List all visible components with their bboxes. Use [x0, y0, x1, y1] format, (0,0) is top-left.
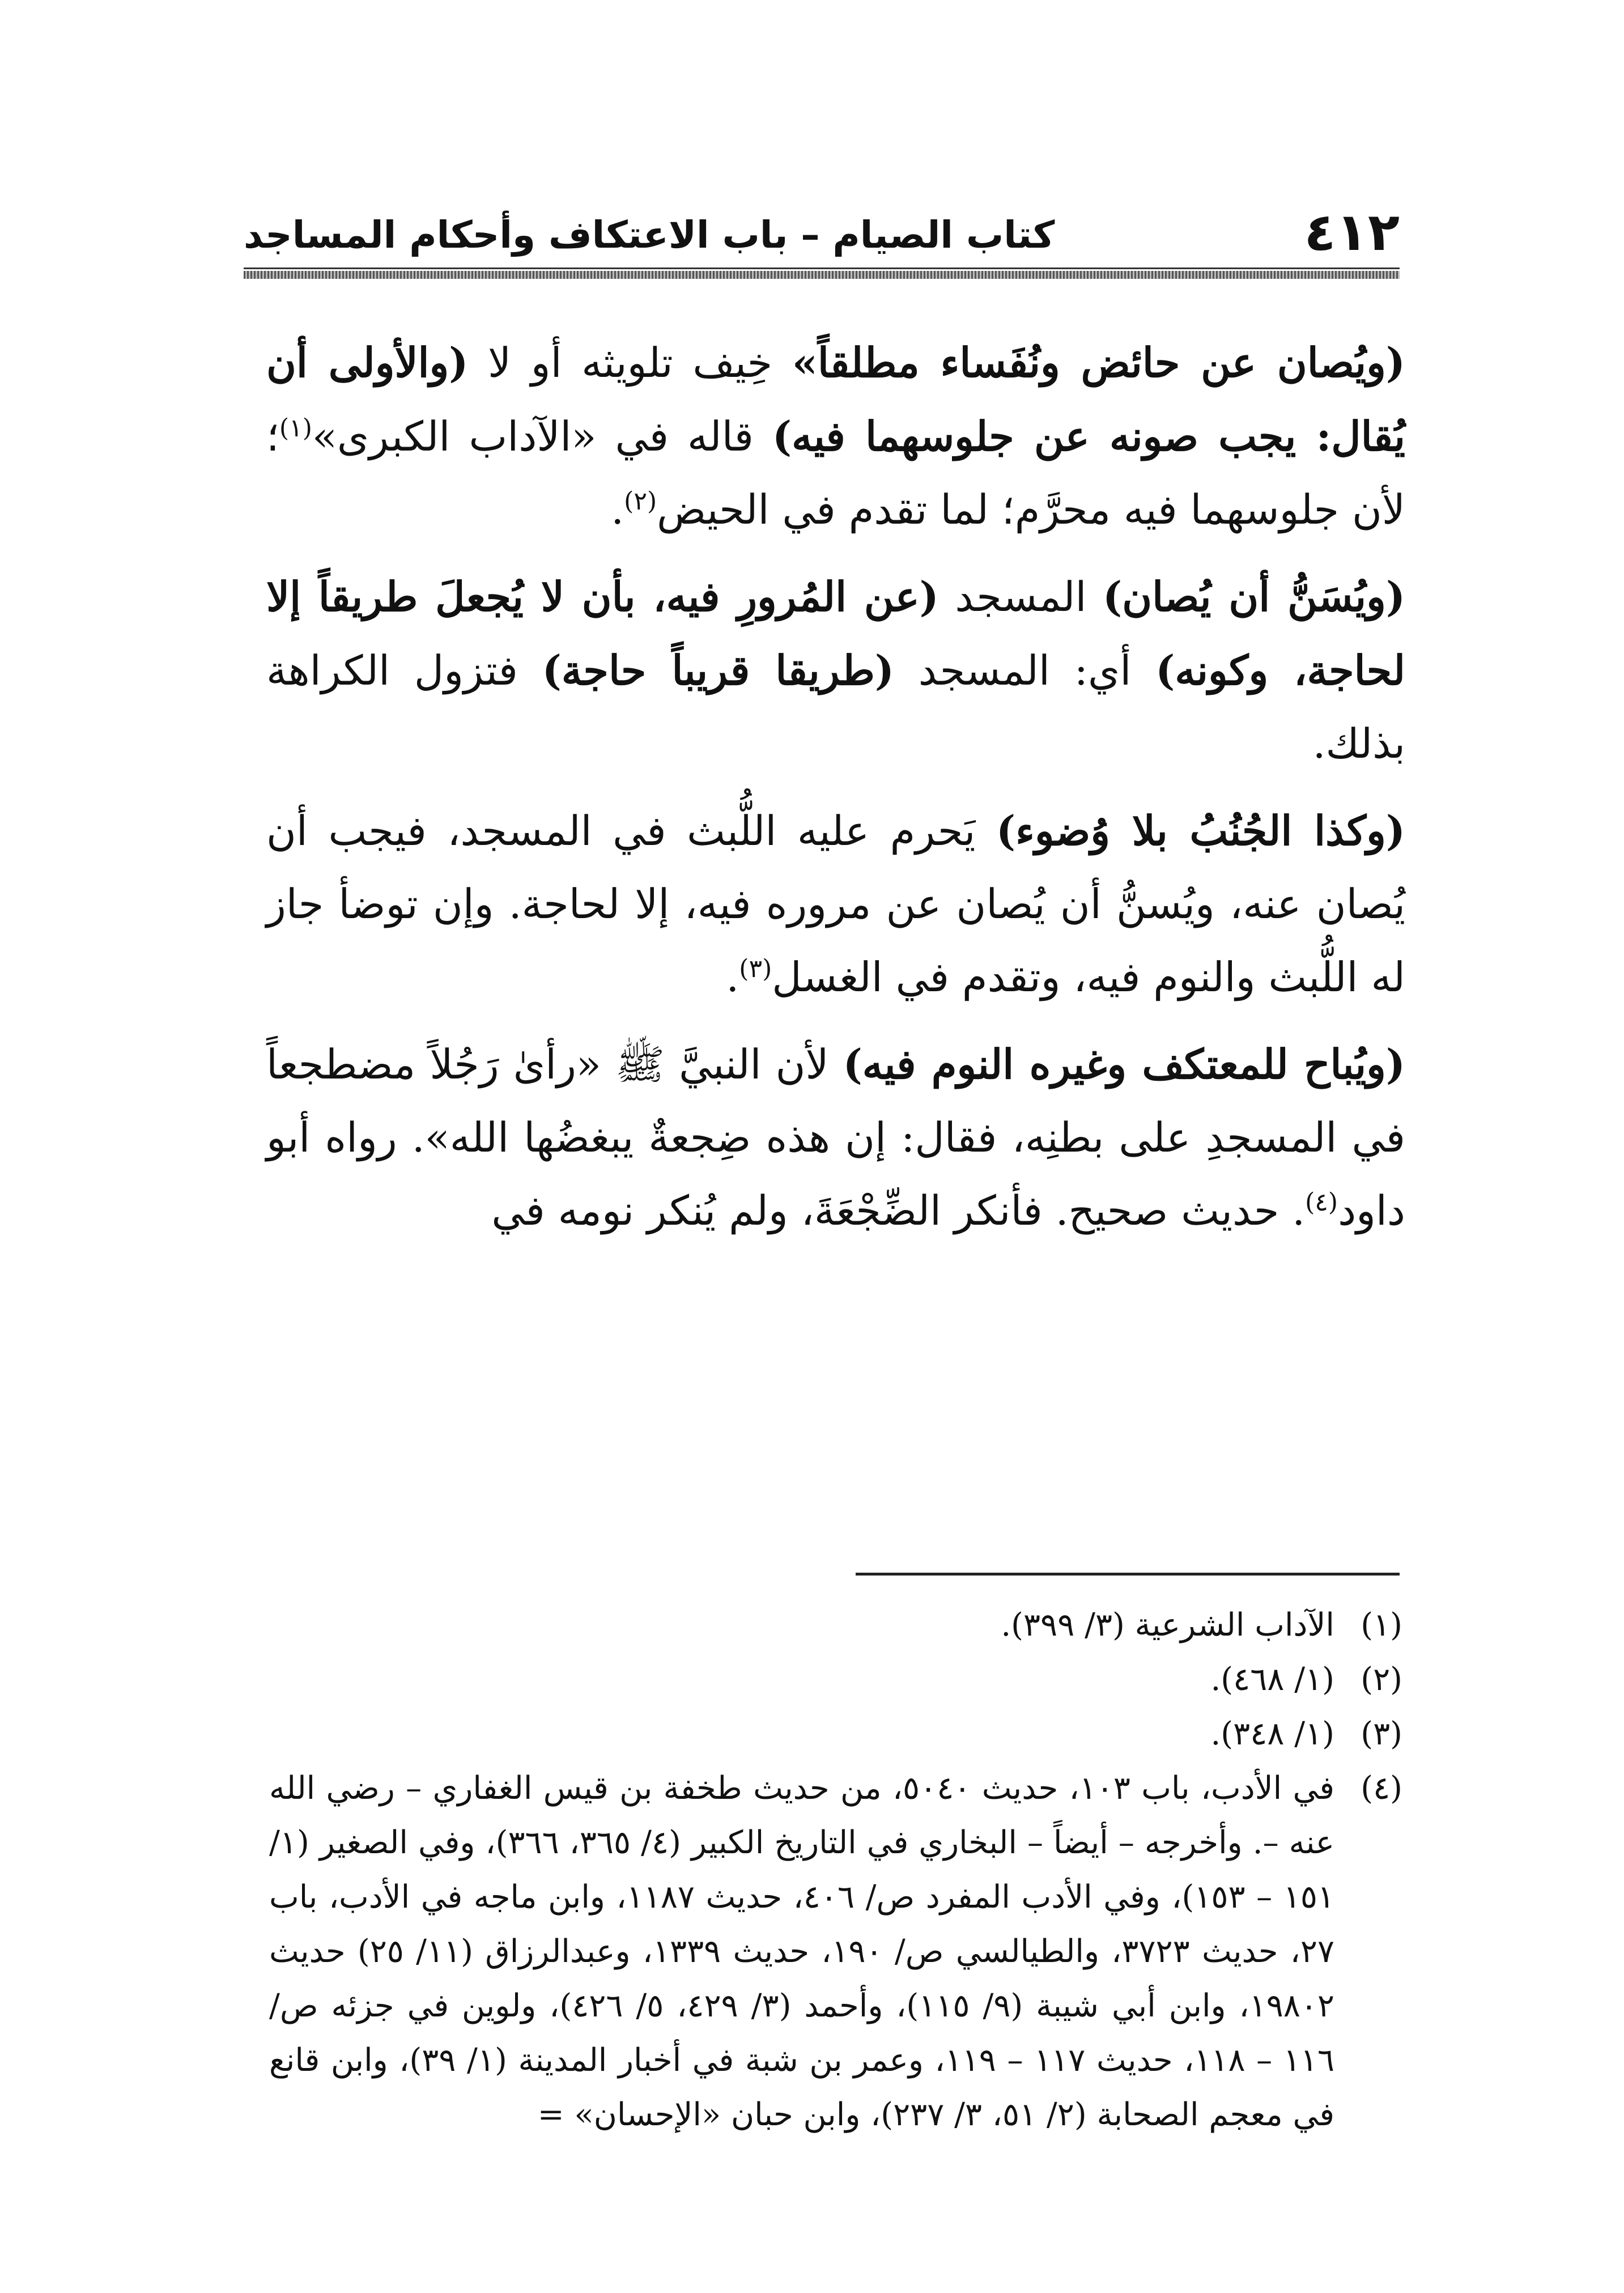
footnote-4	[269, 1761, 1402, 2142]
footnote-ref[interactable]: (١)	[279, 414, 312, 443]
bold-matn: (عن المُرورِ فيه، بأن لا يُجعلَ طريقاً إلا لحاجة، وكونه)	[266, 572, 1406, 694]
commentary-text: يَحرم عليه اللُّبث في المسجد، فيجب أن يُصان عنه، ويُسنُّ أن يُصان عن مروره فيه، إلا لحاجة. وإن توضأ جاز له اللُّبث والنوم فيه، وتقدم في الغسل	[266, 807, 1405, 1001]
footnote-ref[interactable]: (٤)	[1305, 1188, 1338, 1217]
header-rule	[244, 267, 1400, 269]
commentary-text: . حديث صحيح. فأنكر الضِّجْعَةَ، ولم يُنكر نومه في	[491, 1187, 1306, 1234]
commentary-text: .	[611, 486, 624, 533]
footnote-text: (١/ ٤٦٨).	[1210, 1661, 1334, 1698]
paragraph-4	[266, 1027, 1405, 1247]
footnote-text: الآداب الشرعية (٣/ ٣٩٩).	[1001, 1607, 1334, 1644]
bold-matn: (والأولى أن يُقال: يجب صونه عن جلوسهما فيه)	[266, 338, 1405, 460]
commentary-text: المسجد	[938, 573, 1103, 621]
footnote-1	[269, 1598, 1402, 1653]
page-header	[244, 201, 1400, 264]
footnote-number: (٤)	[1361, 1770, 1402, 1807]
footnote-2	[269, 1653, 1402, 1707]
commentary-text: فتزول الكراهة بذلك.	[266, 647, 1405, 767]
paragraph-1	[266, 326, 1405, 546]
bold-matn: (ويُباح للمعتكف وغيره النوم فيه)	[843, 1040, 1405, 1088]
footnote-separator	[856, 1573, 1400, 1576]
bold-matn: (ويُسَنُّ أن يُصان)	[1103, 572, 1406, 621]
footnote-ref[interactable]: (٣)	[739, 954, 772, 983]
commentary-text: ؛ لأن جلوسهما فيه محرَّم؛ لما تقدم في الحيض	[266, 413, 1405, 533]
bold-matn: (وكذا الجُنُبُ بلا وُضوء)	[996, 806, 1405, 855]
commentary-text: .	[726, 953, 739, 1001]
footnote-3	[269, 1707, 1402, 1761]
paragraph-3	[266, 794, 1405, 1014]
footnote-text: في الأدب، باب ١٠٣، حديث ٥٠٤٠، من حديث طخفة بن قيس الغفاري – رضي الله عنه –. وأخرجه – أيضاً – البخاري في التاريخ الكبير (٤/ ٣٦٥، ٣٦٦)، وفي الصغير (١/ ١٥١ – ١٥٣)، وفي الأدب المفرد ص/ ٤٠٦، حديث ١١٨٧، وابن ماجه في الأدب، باب ٢٧، حديث ٣٧٢٣، والطيالسي ص/ ١٩٠، حديث ١٣٣٩، وعبدالرزاق (١١/ ٢٥) حديث ١٩٨٠٢، وابن أبي شيبة (٩/ ١١٥)، وأحمد (٣/ ٤٢٩، ٥/ ٤٢٦)، ولوين في جزئه ص/ ١١٦ – ١١٨، حديث ١١٧ – ١١٩، وعمر بن شبة في أخبار المدينة (١/ ٣٩)، وابن قانع في معجم الصحابة (٢/ ٥١، ٣/ ٢٣٧)، وابن حبان «الإحسان» =	[269, 1770, 1335, 2133]
bold-matn: (ويُصان عن حائض ونُفَساء مطلقاً»	[792, 338, 1405, 387]
commentary-text: لأن النبيَّ ﷺ «رأىٰ رَجُلاً مضطجعاً في المسجدِ على بطنِه، فقال: إن هذه ضِجعةٌ يبغضُها الله». رواه أبو داود	[266, 1041, 1405, 1234]
commentary-text: خِيف تلويثه أو لا	[468, 339, 792, 387]
page-number: ٤١٢	[1304, 202, 1400, 262]
footnote-number: (١)	[1361, 1607, 1402, 1644]
footnote-number: (٢)	[1361, 1661, 1402, 1698]
header-rule-pattern	[244, 271, 1400, 279]
footnote-text: (١/ ٣٤٨).	[1210, 1715, 1334, 1752]
paragraph-2	[266, 560, 1405, 780]
commentary-text: قاله في «الآداب الكبرى»	[312, 413, 773, 460]
footnote-number: (٣)	[1361, 1715, 1402, 1752]
footnote-ref[interactable]: (٢)	[624, 487, 657, 516]
bold-matn: (طريقا قريباً حاجة)	[542, 646, 894, 694]
footnotes	[269, 1598, 1402, 2142]
main-text	[266, 326, 1405, 1261]
running-title: كتاب الصيام – باب الاعتكاف وأحكام المساجد	[244, 213, 1055, 257]
commentary-text: أي: المسجد	[894, 647, 1156, 694]
